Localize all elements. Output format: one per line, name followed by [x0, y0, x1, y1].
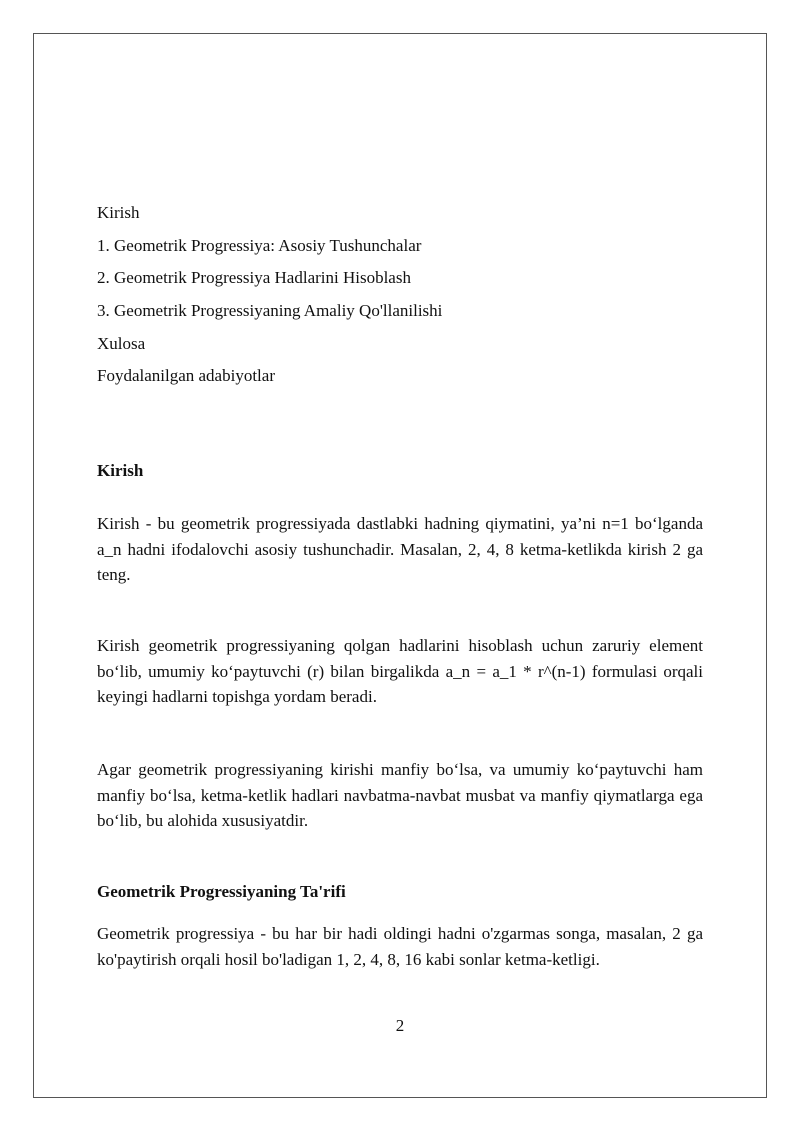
definition-heading: Geometrik Progressiyaning Ta'rifi [97, 882, 346, 901]
page-number: 2 [395, 1016, 405, 1035]
toc-item-chapter-3: 3. Geometrik Progressiyaning Amaliy Qo'llanilishi [97, 301, 443, 321]
definition-paragraph: Geometrik progressiya - bu har bir hadi oldingi hadni o'zgarmas songa, masalan, 2 ga ko'paytirish orqali hosil bo'ladigan 1, 2, 4, 8, 16 kabi sonlar ketma-ketligi. [97, 924, 703, 969]
toc-item-chapter-2: 2. Geometrik Progressiya Hadlarini Hisoblash [97, 268, 411, 288]
intro-paragraph-1: Kirish - bu geometrik progressiyada dastlabki hadning qiymatini, ya’ni n=1 bo‘lganda a_n hadni ifodalovchi asosiy tushunchadir. Masalan, 2, 4, 8 ketma-ketlikda kirish 2 ga teng. [97, 514, 703, 584]
table-of-contents [97, 200, 703, 396]
intro-paragraph-3: Agar geometrik progressiyaning kirishi manfiy bo‘lsa, va umumiy ko‘paytuvchi ham manfiy bo‘lsa, ketma-ketlik hadlari navbatma-navbat musbat va manfiy qiymatlarga ega bo‘lib, bu alohida xususiyatdir. [97, 760, 703, 830]
toc-item-conclusion: Xulosa [97, 333, 146, 353]
toc-item-intro: Kirish [97, 203, 140, 222]
toc-item-chapter-1: 1. Geometrik Progressiya: Asosiy Tushunchalar [97, 235, 422, 255]
intro-paragraph-2: Kirish geometrik progressiyaning qolgan hadlarini hisoblash uchun zaruriy element bo‘lib, umumiy ko‘paytuvchi (r) bilan birgalikda a_n = a_1 * r^(n-1) formulasi orqali keyingi hadlarni topishga yordam beradi. [97, 636, 703, 706]
intro-heading: Kirish [97, 461, 144, 480]
toc-item-references: Foydalanilgan adabiyotlar [97, 366, 275, 386]
